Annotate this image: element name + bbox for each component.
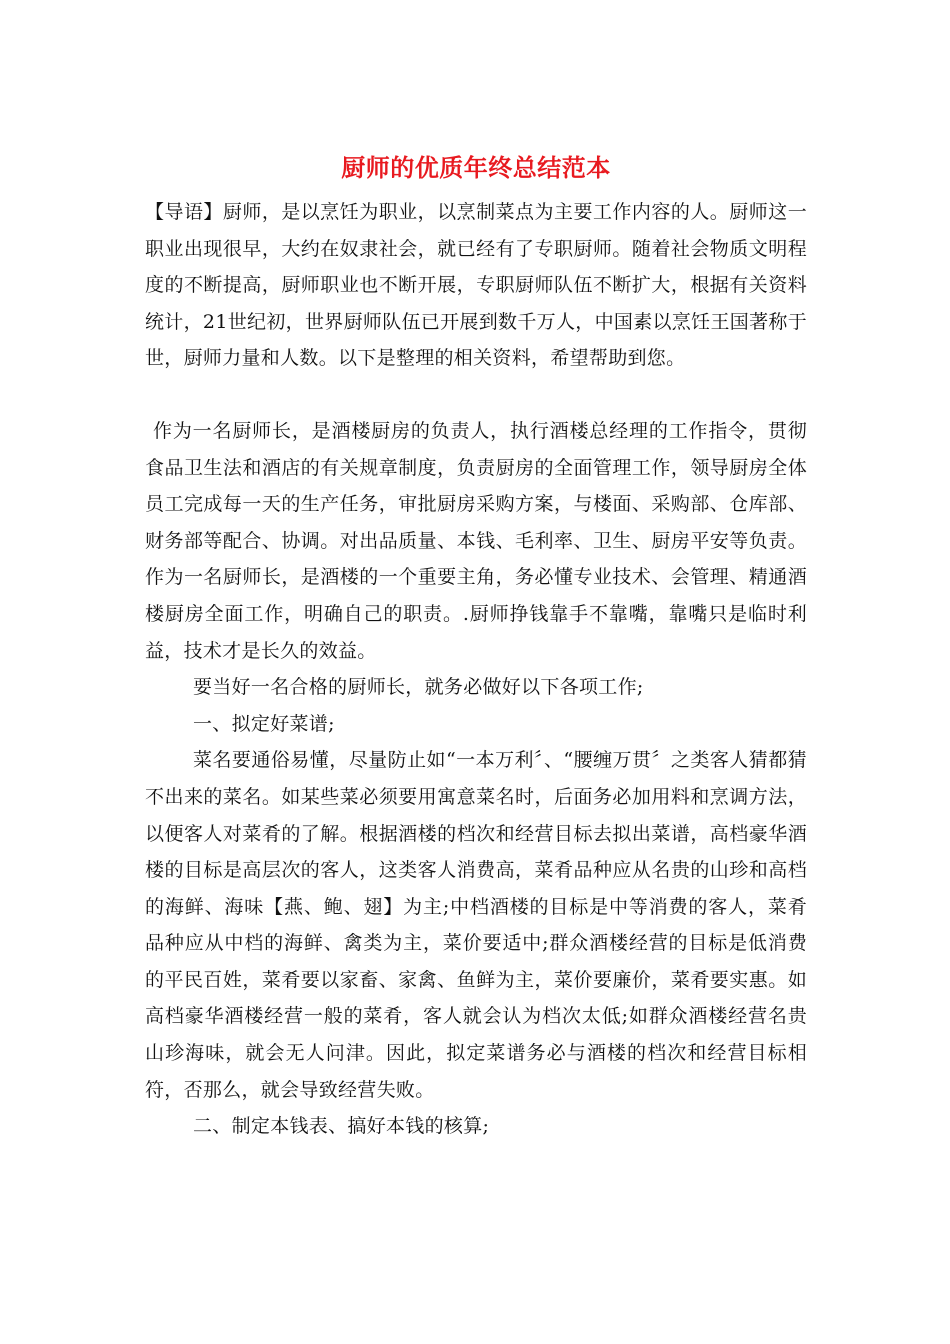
body-paragraph: 作为一名厨师长，是酒楼厨房的负责人，执行酒楼总经理的工作指令，贯彻食品卫生法和酒店的有关规章制度，负责厨房的全面管理工作，领导厨房全体员工完成每一天的生产任务，审批厨房采购方案，与楼面、采购部、仓库部、财务部等配合、协调。对出品质量、本钱、毛利率、卫生、厨房平安等负责。作为一名厨师长，是酒楼的一个重要主角，务必懂专业技术、会管理、精通酒楼厨房全面工作，明确自己的职责。.厨师挣钱靠手不靠嘴，靠嘴只是临时利益，技术才是长久的效益。 <box>145 419 807 662</box>
document-body <box>145 152 807 1145</box>
intro-paragraph: 【导语】厨师，是以烹饪为职业，以烹制菜点为主要工作内容的人。厨师这一职业出现很早，大约在奴隶社会，就已经有了专职厨师。随着社会物质文明程度的不断提高，厨师职业也不断开展，专职厨师队伍不断扩大，根据有关资料统计，21世纪初，世界厨师队伍已开展到数千万人，中国素以烹饪王国著称于世，厨师力量和人数。以下是整理的相关资料，希望帮助到您。 <box>145 201 807 370</box>
body-paragraph: 要当好一名合格的厨师长，就务必做好以下各项工作; <box>193 676 644 699</box>
body-paragraph: 菜名要通俗易懂，尽量防止如“一本万利〞、“腰缠万贯〞之类客人猜都猜不出来的菜名。如某些菜必须要用寓意菜名时，后面务必加用料和烹调方法，以便客人对菜肴的了解。根据酒楼的档次和经营目标去拟出菜谱，高档豪华酒楼的目标是高层次的客人，这类客人消费高，菜肴品种应从名贵的山珍和高档的海鲜、海味【燕、鲍、翅】为主;中档酒楼的目标是中等消费的客人，菜肴品种应从中档的海鲜、禽类为主，菜价要适中;群众酒楼经营的目标是低消费的平民百姓，菜肴要以家畜、家禽、鱼鲜为主，菜价要廉价，菜肴要实惠。如高档豪华酒楼经营一般的菜肴，客人就会认为档次太低;如群众酒楼经营名贵山珍海味，就会无人问津。因此，拟定菜谱务必与酒楼的档次和经营目标相符，否那么，就会导致经营失败。 <box>145 749 807 1101</box>
section-heading: 一、拟定好菜谱; <box>193 712 335 735</box>
paragraph-gap <box>145 377 807 413</box>
section-heading: 二、制定本钱表、搞好本钱的核算; <box>193 1115 490 1138</box>
document-title: 厨师的优质年终总结范本 <box>341 154 611 182</box>
